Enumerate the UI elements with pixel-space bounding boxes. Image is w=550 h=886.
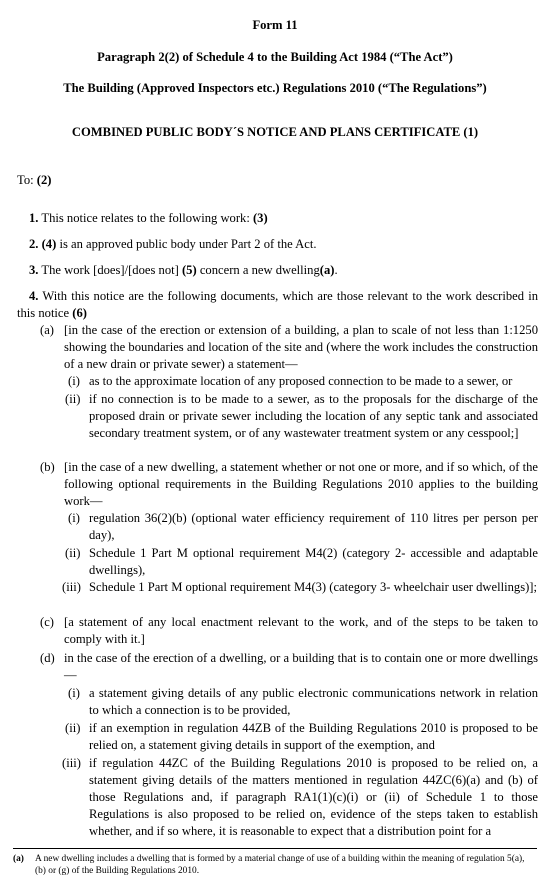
list-label: (ii) bbox=[65, 546, 81, 560]
regulations-reference: The Building (Approved Inspectors etc.) Regulations 2010 (“The Regulations”) bbox=[63, 81, 487, 95]
item-punct: . bbox=[334, 263, 338, 277]
item-1 bbox=[29, 210, 268, 227]
list-label: (d) bbox=[40, 651, 55, 665]
item-text: With this notice are the following documents, which are those relevant to the work described in this notice bbox=[17, 289, 539, 320]
list-label: (i) bbox=[68, 374, 80, 388]
item-4 bbox=[17, 288, 538, 322]
to-ref: (2) bbox=[36, 173, 52, 187]
list-item-a: [in the case of the erection or extension of a building, a plan to scale of not less than 1:1250 showing the boundaries and location of the site and (where the work includes the construction of a new drain or private sewer) a statement— bbox=[64, 323, 538, 371]
item-text: concern a new dwelling bbox=[199, 263, 320, 277]
item-text: This notice relates to the following work: bbox=[41, 211, 250, 225]
list-item-b-i: regulation 36(2)(b) (optional water efficiency requirement of 110 litres per person per day), bbox=[89, 511, 538, 542]
item-number: 3. bbox=[29, 263, 39, 277]
to-line bbox=[17, 172, 51, 189]
list-label: (iii) bbox=[62, 756, 81, 770]
footnote-divider bbox=[13, 848, 537, 849]
act-reference: Paragraph 2(2) of Schedule 4 to the Building Act 1984 (“The Act”) bbox=[97, 50, 453, 64]
item-ref: (4) bbox=[41, 237, 57, 251]
item-3 bbox=[29, 262, 338, 279]
item-number: 1. bbox=[29, 211, 39, 225]
footnote-label: (a) bbox=[13, 854, 24, 864]
item-number: 4. bbox=[29, 289, 39, 303]
list-item-d-ii: if an exemption in regulation 44ZB of the Building Regulations 2010 is proposed to be relied on, a statement giving details in support of the exemption, and bbox=[89, 721, 538, 752]
to-label: To: bbox=[17, 173, 34, 187]
list-label: (i) bbox=[68, 686, 80, 700]
list-label: (iii) bbox=[62, 580, 81, 594]
item-ref: (5) bbox=[181, 263, 197, 277]
list-item-d-iii: if regulation 44ZC of the Building Regulations 2010 is proposed to be relied on, a statement giving details of the matters mentioned in regulation 44ZC(6)(a) and (b) of those Regulations and, if paragraph RA1(1)(c)(i) or (ii) of Schedule 1 to those Regulations is also proposed to be relied on, evidence of the steps taken to establish whether, and if so where, it is reasonable to expect that a distribution point for a bbox=[89, 756, 538, 838]
footnote-text: A new dwelling includes a dwelling that is formed by a material change of use of a building within the meaning of regulation 5(a), (b) or (g) of the Building Regulations 2010. bbox=[35, 854, 525, 876]
list-label: (a) bbox=[40, 323, 54, 337]
list-item-c: [a statement of any local enactment relevant to the work, and of the steps to be taken to comply with it.] bbox=[64, 615, 538, 646]
list-item-a-i: as to the approximate location of any proposed connection to be made to a sewer, or bbox=[89, 374, 513, 388]
list-label: (ii) bbox=[65, 721, 81, 735]
list-item-d: in the case of the erection of a dwelling, or a building that is to contain one or more dwellings— bbox=[64, 651, 538, 682]
list-item-b-iii: Schedule 1 Part M optional requirement M4(3) (category 3- wheelchair user dwellings)]; bbox=[89, 580, 537, 594]
list-item-a-ii: if no connection is to be made to a sewer, as to the proposals for the discharge of the proposed drain or private sewer including the location of any septic tank and associated secondary treatment system, or of any wastewater treatment system or any cesspool;] bbox=[89, 392, 538, 440]
item-2 bbox=[29, 236, 317, 253]
item-text: is an approved public body under Part 2 of the Act. bbox=[59, 237, 317, 251]
list-label: (i) bbox=[68, 511, 80, 525]
footnote-ref: (a) bbox=[319, 263, 335, 277]
item-ref: (6) bbox=[72, 306, 87, 320]
list-item-b-ii: Schedule 1 Part M optional requirement M4(2) (category 2- accessible and adaptable dwellings), bbox=[89, 546, 538, 577]
list-label: (b) bbox=[40, 460, 55, 474]
list-label: (ii) bbox=[65, 392, 81, 406]
item-text: The work [does]/[does not] bbox=[41, 263, 179, 277]
page-title: COMBINED PUBLIC BODY´S NOTICE AND PLANS CERTIFICATE (1) bbox=[71, 125, 479, 139]
list-label: (c) bbox=[40, 615, 54, 629]
list-item-b: [in the case of a new dwelling, a statement whether or not one or more, and if so which, of the following optional requirements in the Building Regulations 2010 applies to the building work— bbox=[64, 460, 538, 508]
list-item-d-i: a statement giving details of any public electronic communications network in relation to which a connection is to be provided, bbox=[89, 686, 538, 717]
item-number: 2. bbox=[29, 237, 39, 251]
form-number: Form 11 bbox=[252, 18, 298, 32]
item-ref: (3) bbox=[252, 211, 268, 225]
